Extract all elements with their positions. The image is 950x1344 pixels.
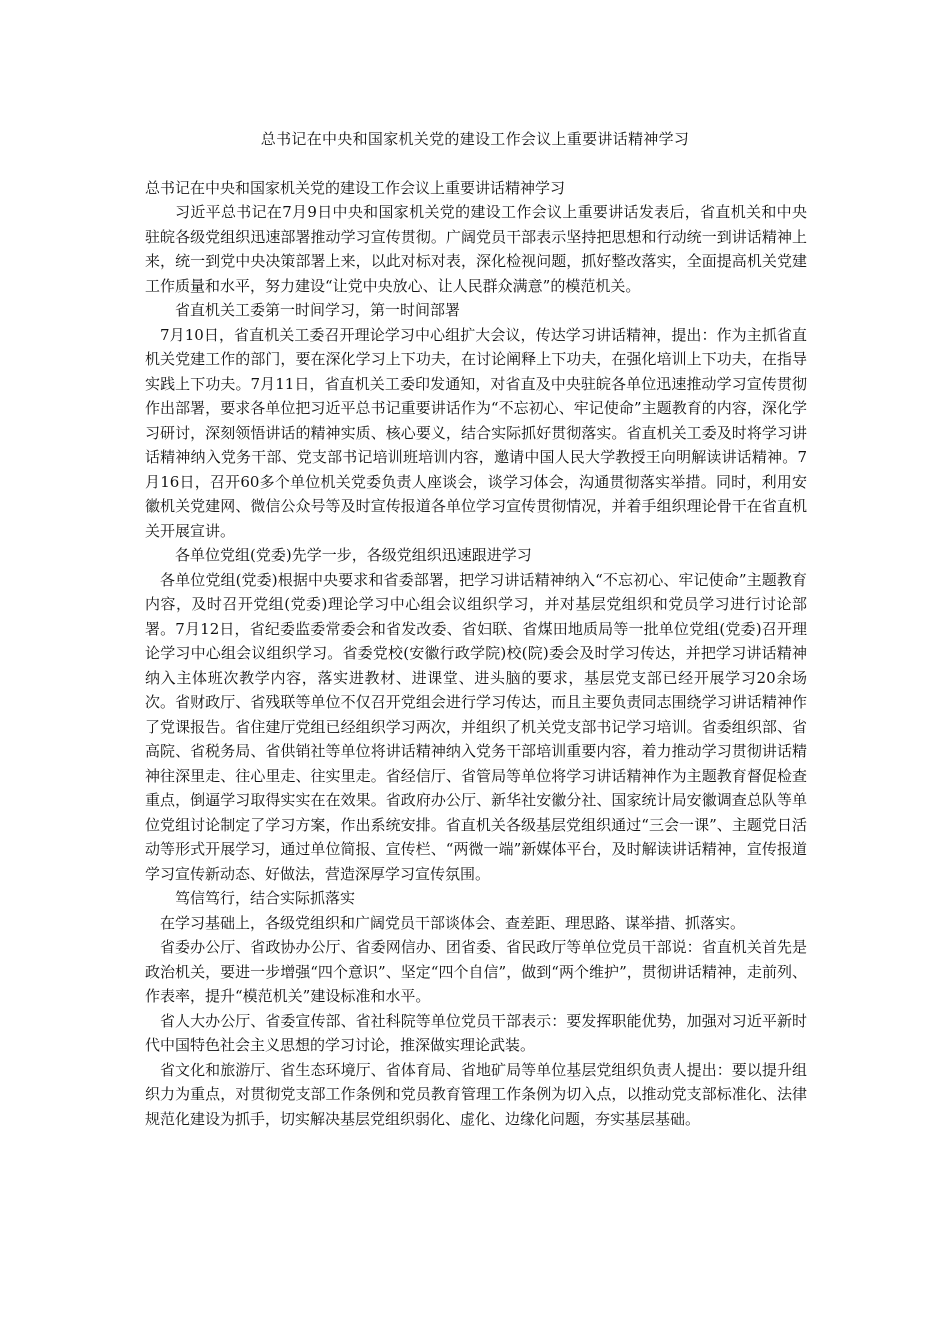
section-3-heading: 笃信笃行，结合实际抓落实 — [175, 889, 356, 907]
page-title: 总书记在中央和国家机关党的建设工作会议上重要讲话精神学习 — [260, 130, 690, 148]
section-2-paragraph: 各单位党组(党委)根据中央要求和省委部署，把学习讲话精神纳入“不忘初心、牢记使命”主题教育内容，及时召开党组(党委)理论学习中心组会议组织学习，并对基层党组织和党员学习进行讨论部署。7月12日，省纪委监委常委会和省发改委、省妇联、省煤田地质局等一批单位党组(党委)召开理论学习中心组会议组织学习。省委党校(安徽行政学院)校(院)委会及时学习传达，并把学习讲话精神纳入主体班次教学内容，落实进教材、进课堂、进头脑的要求，基层党支部已经开展学习20余场次。省财政厅、省残联等单位不仅召开党组会进行学习传达，而且主要负责同志围绕学习讲话精神作了党课报告。省住建厅党组已经组织学习两次，并组织了机关党支部书记学习培训。省委组织部、省高院、省税务局、省供销社等单位将讲话精神纳入党务干部培训重要内容，着力推动学习贯彻讲话精神往深里走、往心里走、往实里走。省经信厅、省管局等单位将学习讲话精神作为主题教育督促检查重点，倒逼学习取得实实在在效果。省政府办公厅、新华社安徽分社、国家统计局安徽调查总队等单位党组讨论制定了学习方案，作出系统安排。省直机关各级基层党组织通过“三会一课”、主题党日活动等形式开展学习，通过单位简报、宣传栏、“两微一端”新媒体平台，及时解读讲话精神，宣传报道学习宣传新动态、好做法，营造深厚学习宣传氛围。 — [145, 570, 807, 883]
section-1-heading: 省直机关工委第一时间学习，第一时间部署 — [175, 301, 461, 319]
section-3-paragraph-2: 省委办公厅、省政协办公厅、省委网信办、团省委、省民政厅等单位党员干部说：省直机关首先是政治机关，要进一步增强“四个意识”、坚定“四个自信”，做到“两个维护”，贯彻讲话精神，走前列、作表率，提升“模范机关”建设标准和水平。 — [145, 938, 807, 1005]
section-2-heading: 各单位党组(党委)先学一步，各级党组织迅速跟进学习 — [175, 546, 532, 564]
section-1-paragraph: 7月10日，省直机关工委召开理论学习中心组扩大会议，传达学习讲话精神，提出：作为主抓省直机关党建工作的部门，要在深化学习上下功夫，在讨论阐释上下功夫，在强化培训上下功夫，在指导实践上下功夫。7月11日，省直机关工委印发通知，对省直及中央驻皖各单位迅速推动学习宣传贯彻作出部署，要求各单位把习近平总书记重要讲话作为“不忘初心、牢记使命”主题教育的内容，深化学习研讨，深刻领悟讲话的精神实质、核心要义，结合实际抓好贯彻落实。省直机关工委及时将学习讲话精神纳入党务干部、党支部书记培训班培训内容，邀请中国人民大学教授王向明解读讲话精神。7月16日，召开60多个单位机关党委负责人座谈会，谈学习体会，沟通贯彻落实举措。同时，利用安徽机关党建网、微信公众号等及时宣传报道各单位学习宣传贯彻情况，并着手组织理论骨干在省直机关开展宣讲。 — [145, 325, 807, 540]
section-3-paragraph-3: 省人大办公厅、省委宣传部、省社科院等单位党员干部表示：要发挥职能优势，加强对习近平新时代中国特色社会主义思想的学习讨论，推深做实理论武装。 — [145, 1011, 807, 1054]
document-heading: 总书记在中央和国家机关党的建设工作会议上重要讲话精神学习 — [145, 179, 566, 197]
section-3-paragraph-1: 在学习基础上，各级党组织和广阔党员干部谈体会、查差距、理思路、谋举措、抓落实。 — [160, 913, 746, 932]
section-3-paragraph-4: 省文化和旅游厅、省生态环境厅、省体育局、省地矿局等单位基层党组织负责人提出：要以提升组织力为重点，对贯彻党支部工作条例和党员教育管理工作条例为切入点，以推动党支部标准化、法律规范化建设为抓手，切实解决基层党组织弱化、虚化、边缘化问题，夯实基层基础。 — [145, 1060, 807, 1128]
intro-paragraph: 习近平总书记在7月9日中央和国家机关党的建设工作会议上重要讲话发表后，省直机关和中央驻皖各级党组织迅速部署推动学习宣传贯彻。广阔党员干部表示坚持把思想和行动统一到讲话精神上来，统一到党中央决策部署上来，以此对标对表，深化检视问题，抓好整改落实，全面提高机关党建工作质量和水平，努力建设“让党中央放心、让人民群众满意”的模范机关。 — [145, 203, 807, 295]
document-body — [145, 176, 807, 1131]
